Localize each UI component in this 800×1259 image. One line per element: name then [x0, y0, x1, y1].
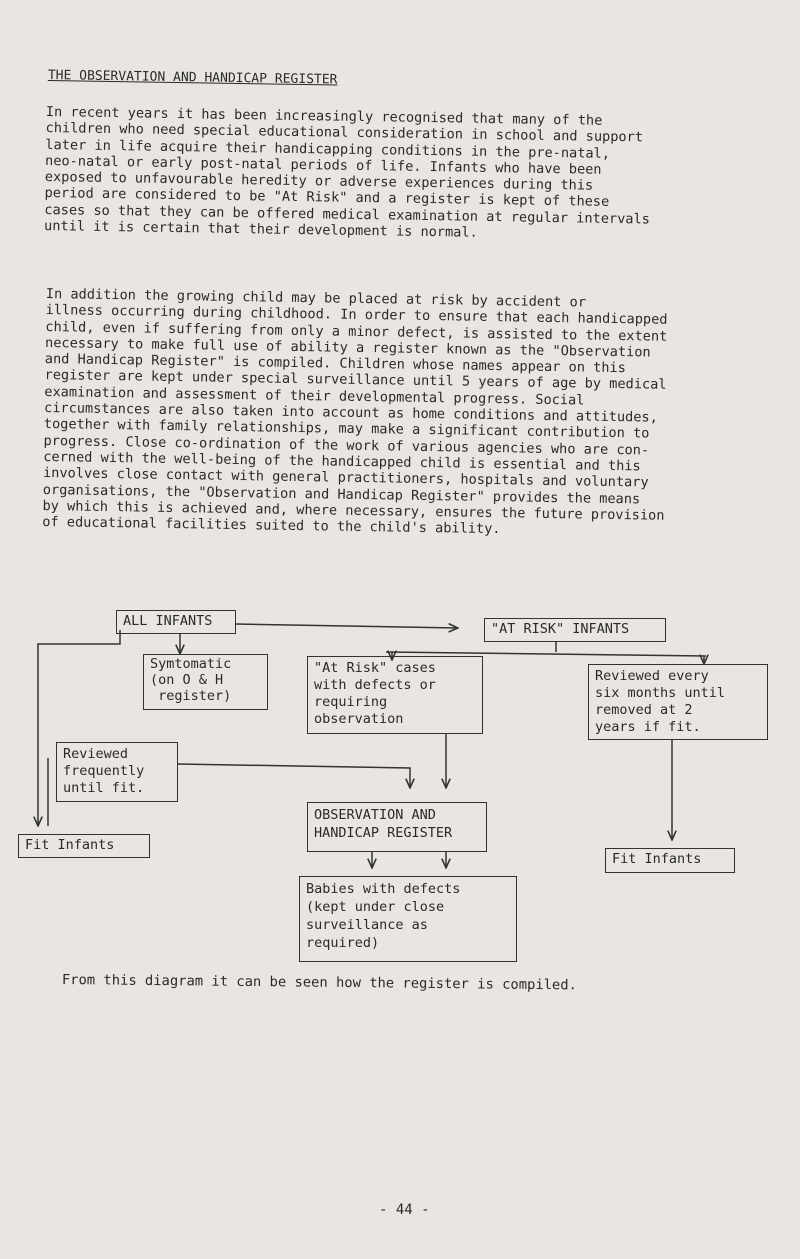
fit-infants-right-box: Fit Infants [605, 848, 735, 873]
babies-with-defects-box: Babies with defects (kept under close surveillance as required) [299, 876, 517, 962]
fit-infants-left-box: Fit Infants [18, 834, 150, 858]
paragraph-register: In addition the growing child may be placed at risk by accident or illness occurring during childhood. In order to ensure that each handicapped child, even if suffering from only a minor defect, is assisted to the extent necessary to make full use of ability a register known as the "Observation and Handicap Register" is compiled. Children whose names appear on this register are kept under special surveillance until 5 years of age by medical examination and assessment of their developmental progress. Social circumstances are also taken into account as home conditions and attitudes, together with family relationships, may make a significant contribution to progress. Close co-ordination of the work of various agencies who are con- cerned with the well-being of the handicapped child is essential and this involves close contact with general practitioners, hospitals and voluntary organisations, the "Observation and Handicap Register" provides the means by which this is achieved and, where necessary, ensures the future provision of educational facilities suited to the child's ability. [42, 286, 668, 538]
symptomatic-box: Symtomatic (on O & H register) [143, 654, 268, 710]
diagram-caption: From this diagram it can be seen how the register is compiled. [61, 972, 577, 994]
at-risk-cases-box: "At Risk" cases with defects or requiring observation [307, 656, 483, 734]
reviewed-six-months-box: Reviewed every six months until removed at 2 years if fit. [588, 664, 768, 740]
paragraph-at-risk: In recent years it has been increasingly recognised that many of the children who need special educational consideration in school and support later in life acquire their handicapping conditions in the pre-natal, neo-natal or early post-natal periods of life. Infants who have been exposed to unfavourable heredity or adverse experiences during this period are considered to be "At Risk" and a register is kept of these cases so that they can be offered medical examination at regular intervals until it is certain that their development is normal. [43, 104, 651, 241]
page-number: - 44 - [379, 1202, 430, 1218]
at-risk-infants-box: "AT RISK" INFANTS [484, 618, 666, 642]
arrow-all-to-atrisk [236, 624, 458, 628]
all-infants-box: ALL INFANTS [116, 610, 236, 634]
arrow-reviewed-to-register [178, 764, 410, 788]
reviewed-frequently-box: Reviewed frequently until fit. [56, 742, 178, 802]
section-heading: THE OBSERVATION AND HANDICAP REGISTER [47, 68, 338, 88]
observation-register-box: OBSERVATION AND HANDICAP REGISTER [307, 802, 487, 852]
